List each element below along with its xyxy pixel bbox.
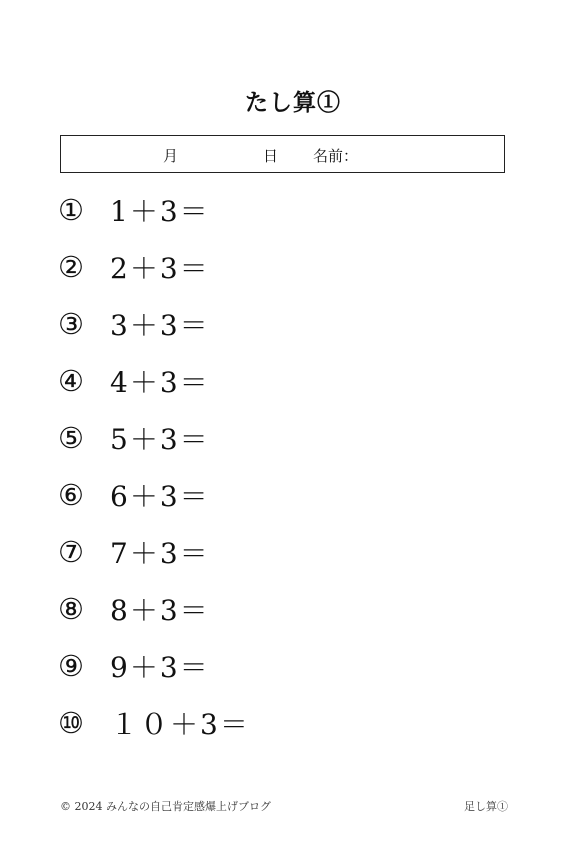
problem-expression: 9＋3＝ [110, 651, 210, 684]
day-label: 日 [263, 147, 279, 165]
problem-expression: 2＋3＝ [110, 252, 210, 285]
problem-number: ⑩ [58, 706, 84, 740]
problem-number: ③ [58, 307, 84, 341]
footer-copyright: © 2024 みんなの自己肯定感爆上げブログ [60, 800, 271, 813]
problem-expression: 4＋3＝ [110, 366, 210, 399]
problem-item [58, 475, 210, 515]
problem-item [58, 589, 210, 629]
problem-item [58, 646, 210, 686]
problem-number: ⑧ [58, 592, 84, 626]
problem-number: ④ [58, 364, 84, 398]
problem-number: ⑨ [58, 649, 84, 683]
name-label: 名前： [313, 147, 359, 165]
problem-number: ① [58, 193, 84, 227]
problem-item [58, 418, 210, 458]
problem-expression: 8＋3＝ [110, 594, 210, 627]
worksheet-title: たし算① [245, 89, 341, 116]
problem-expression: 6＋3＝ [110, 480, 210, 513]
date-name-box [60, 135, 505, 173]
problem-number: ⑥ [58, 478, 84, 512]
problem-number: ⑦ [58, 535, 84, 569]
problem-item [58, 190, 210, 230]
problem-item [58, 247, 210, 287]
problem-expression: 3＋3＝ [110, 309, 210, 342]
problem-item [58, 703, 250, 743]
problem-expression: 1＋3＝ [110, 195, 210, 228]
problem-expression: １０＋3＝ [110, 708, 250, 741]
problem-item [58, 532, 210, 572]
footer-page-label: 足し算① [464, 800, 508, 813]
problem-item [58, 361, 210, 401]
problem-expression: 5＋3＝ [110, 423, 210, 456]
problem-number: ② [58, 250, 84, 284]
problem-expression: 7＋3＝ [110, 537, 210, 570]
problem-item [58, 304, 210, 344]
problem-number: ⑤ [58, 421, 84, 455]
month-label: 月 [163, 147, 179, 165]
